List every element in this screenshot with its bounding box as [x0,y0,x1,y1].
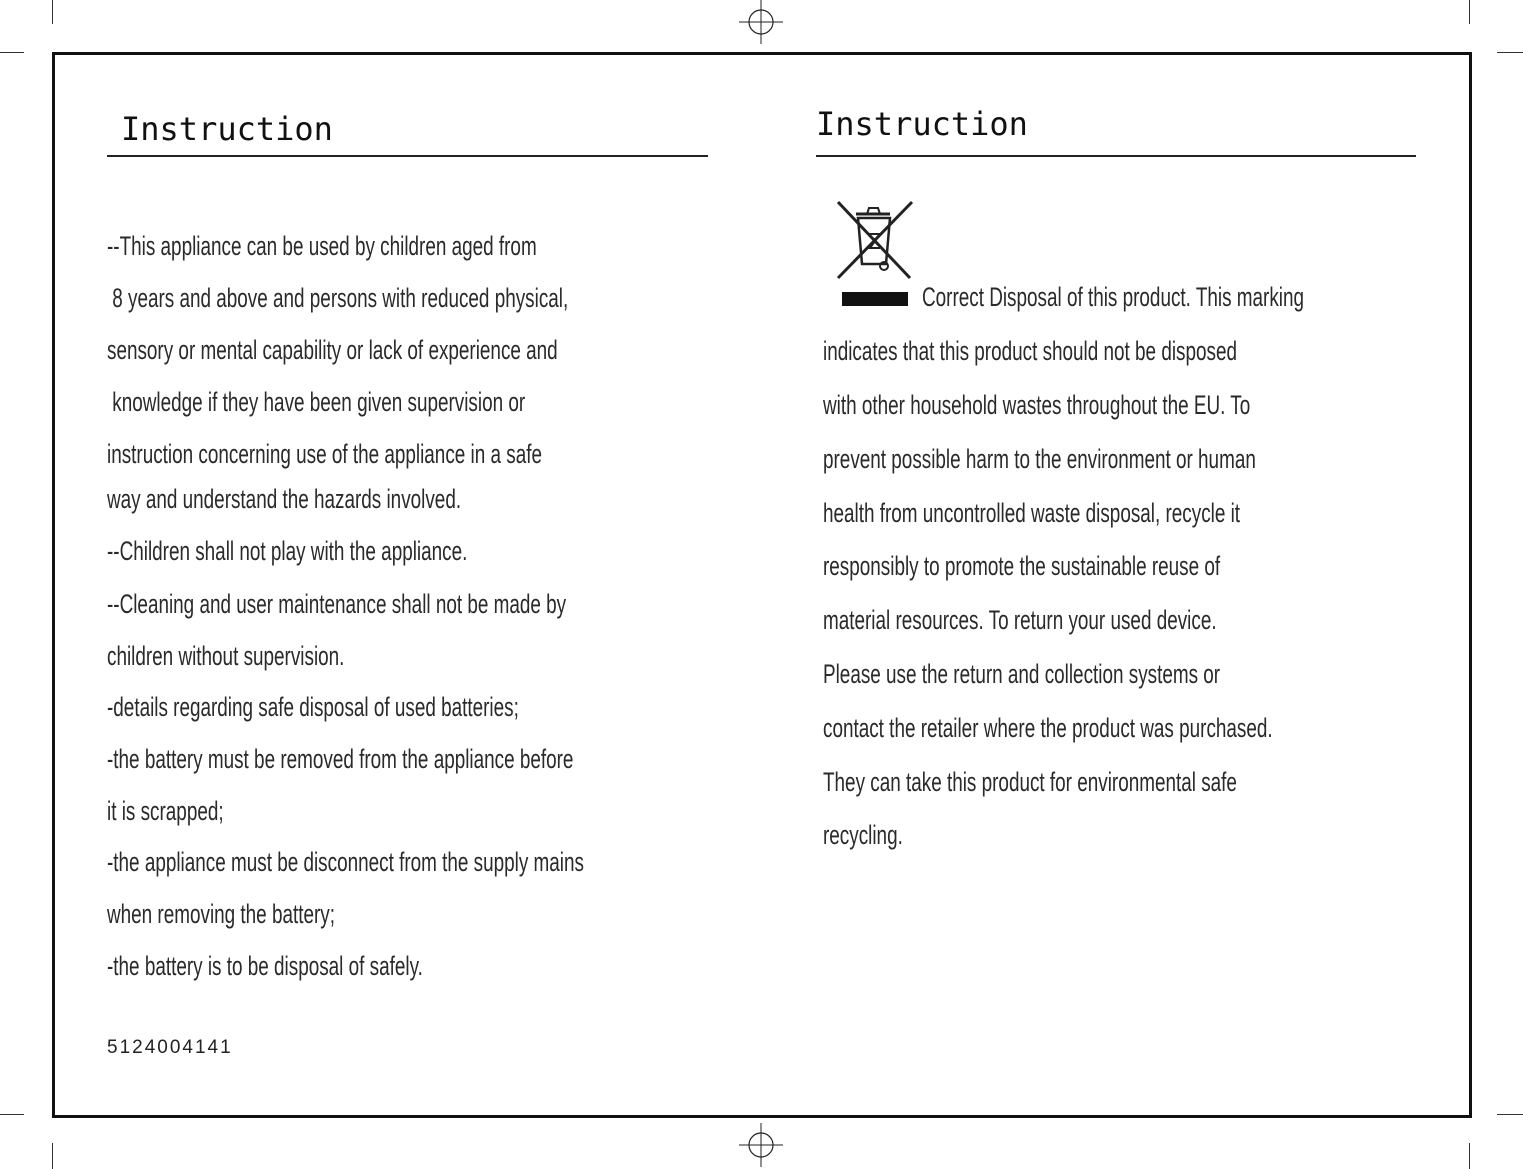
crop-mark [0,52,24,53]
right-heading-rule [816,155,1416,157]
crop-mark [1497,1114,1523,1115]
text-line: material resources. To return your used device. [823,605,1217,635]
crop-mark [52,1143,53,1169]
text-line: -details regarding safe disposal of used batteries; [107,692,519,722]
text-line: -the battery must be removed from the appliance before [107,744,574,774]
right-page-heading: Instruction [816,105,1028,143]
document-code: 5124004141 [107,1037,233,1058]
text-line: Correct Disposal of this product. This marking [922,282,1305,312]
left-heading-rule [107,155,708,157]
text-line: --Children shall not play with the appliance. [107,536,468,566]
text-line: recycling. [823,820,903,850]
text-line: it is scrapped; [107,796,224,826]
text-line: 8 years and above and persons with reduced physical, [107,283,569,313]
text-line: knowledge if they have been given supervision or [107,387,526,417]
text-line: children without supervision. [107,641,345,671]
text-line: with other household wastes throughout the EU. To [823,390,1251,420]
text-line: indicates that this product should not be disposed [823,336,1237,366]
text-line: They can take this product for environmental safe [823,767,1237,797]
crop-mark [1497,52,1523,53]
text-line: -the appliance must be disconnect from the supply mains [107,847,584,877]
crop-mark [0,1114,24,1115]
text-line: --Cleaning and user maintenance shall not be made by [107,589,567,619]
text-line: prevent possible harm to the environment or human [823,444,1256,474]
text-line: sensory or mental capability or lack of experience and [107,335,558,365]
left-page-heading: Instruction [121,110,333,148]
text-line: contact the retailer where the product was purchased. [823,713,1273,743]
text-line: health from uncontrolled waste disposal, recycle it [823,498,1241,528]
crop-mark [1469,0,1470,24]
text-line: instruction concerning use of the appliance in a safe [107,439,542,469]
text-line: -the battery is to be disposal of safely. [107,951,423,981]
crop-mark [1469,1143,1470,1169]
text-line: way and understand the hazards involved. [107,484,462,514]
registration-mark-icon [739,0,783,44]
crossed-out-wheelie-bin-icon [832,198,916,310]
crop-mark [52,0,53,24]
text-line: Please use the return and collection systems or [823,659,1221,689]
registration-mark-icon [739,1123,783,1167]
text-line: responsibly to promote the sustainable reuse of [823,551,1221,581]
text-line: --This appliance can be used by children aged from [107,231,537,261]
text-line: when removing the battery; [107,899,335,929]
